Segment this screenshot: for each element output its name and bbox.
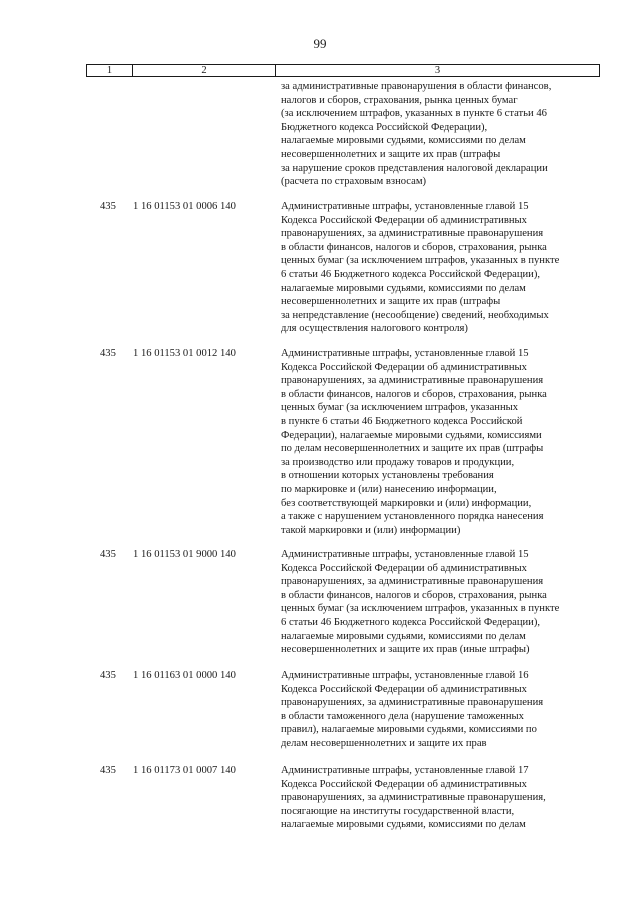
row-admin-code: 435 [100,549,116,560]
description-line: Бюджетного кодекса Российской Федерации), [281,121,488,133]
description-line: правонарушениях, за административные правонарушения [281,576,544,588]
description-line: Кодекса Российской Федерации об административных [281,778,527,790]
description-line: в области таможенного дела (нарушение таможенных [281,710,524,722]
description-line: (за исключением штрафов, указанных в пункте 6 статьи 46 [281,108,547,120]
row-description [281,347,611,537]
description-line: ценных бумаг (за исключением штрафов, указанных в пункте [281,603,560,615]
description-line: Административные штрафы, установленные главой 15 [281,201,529,212]
description-line: такой маркировки и (или) информации) [281,524,461,536]
description-line: за нарушение сроков представления налоговой декларации [281,162,548,174]
description-line: налагаемые мировыми судьями, комиссиями по делам [281,282,526,294]
description-line: правонарушениях, за административные правонарушения [281,697,544,709]
description-line: 6 статьи 46 Бюджетного кодекса Российской Федерации), [281,268,541,280]
description-line: Административные штрафы, установленные главой 16 [281,670,529,681]
description-line: правонарушениях, за административные правонарушения, [281,792,546,804]
description-line: в пункте 6 статьи 46 Бюджетного кодекса Российской [281,415,523,427]
description-line: посягающие на институты государственной власти, [281,805,515,817]
row-description [281,200,611,336]
description-line: в области финансов, налогов и сборов, страхования, рынка [281,388,547,400]
row-budget-code: 1 16 01153 01 0012 140 [133,348,236,359]
row-admin-code: 435 [100,348,116,359]
description-line: несовершеннолетних и защите их прав (иные штрафы) [281,644,530,656]
description-line: налагаемые мировыми судьями, комиссиями по делам [281,630,526,642]
description-line: за производство или продажу товаров и продукции, [281,456,515,468]
description-line: несовершеннолетних и защите их прав (штрафы [281,148,501,160]
column-header-2: 2 [133,65,276,76]
row-budget-code: 1 16 01153 01 0006 140 [133,201,236,212]
description-line: за административные правонарушения в области финансов, [281,81,552,92]
row-description [281,80,611,189]
page-number: 99 [313,36,327,51]
table-column-header [86,64,600,77]
description-line: несовершеннолетних и защите их прав (штрафы [281,296,501,308]
description-line: Административные штрафы, установленные главой 17 [281,765,529,776]
description-line: налагаемые мировыми судьями, комиссиями по делам [281,819,526,831]
description-line: Кодекса Российской Федерации об административных [281,562,527,574]
description-line: правонарушениях, за административные правонарушения [281,375,544,387]
row-admin-code: 435 [100,670,116,681]
row-budget-code: 1 16 01153 01 9000 140 [133,549,236,560]
description-line: по делам несовершеннолетних и защите их прав (штрафы [281,443,544,455]
description-line: ценных бумаг (за исключением штрафов, указанных [281,402,519,414]
description-line: Административные штрафы, установленные главой 15 [281,348,529,359]
description-line: Кодекса Российской Федерации об административных [281,214,527,226]
description-line: в области финансов, налогов и сборов, страхования, рынка [281,589,547,601]
row-description [281,669,611,751]
row-description [281,764,611,832]
column-header-1: 1 [87,65,133,76]
row-admin-code: 435 [100,765,116,776]
description-line: в области финансов, налогов и сборов, страхования, рынка [281,241,547,253]
row-budget-code: 1 16 01173 01 0007 140 [133,765,236,776]
description-line: Кодекса Российской Федерации об административных [281,683,527,695]
row-budget-code: 1 16 01163 01 0000 140 [133,670,236,681]
description-line: делам несовершеннолетних и защите их прав [281,737,487,749]
description-line: правонарушениях, за административные правонарушения [281,228,544,240]
description-line: за непредставление (несообщение) сведений, необходимых [281,309,549,321]
description-line: 6 статьи 46 Бюджетного кодекса Российской Федерации), [281,616,541,628]
description-line: (расчета по страховым взносам) [281,176,427,188]
description-line: а также с нарушением установленного порядка нанесения [281,511,544,523]
description-line: для осуществления налогового контроля) [281,323,468,335]
description-line: по маркировке и (или) нанесению информации, [281,483,497,495]
description-line: без соответствующей маркировки и (или) информации, [281,497,532,509]
description-line: правил), налагаемые мировыми судьями, комиссиями по [281,724,537,736]
description-line: Кодекса Российской Федерации об административных [281,361,527,373]
description-line: Административные штрафы, установленные главой 15 [281,549,529,560]
description-line: налогов и сборов, страхования, рынка ценных бумаг [281,94,518,106]
description-line: в отношении которых установлены требования [281,470,494,482]
row-admin-code: 435 [100,201,116,212]
column-header-3: 3 [434,65,441,76]
description-line: Федерации), налагаемые мировыми судьями, комиссиями [281,429,542,441]
row-description [281,548,611,657]
description-line: ценных бумаг (за исключением штрафов, указанных в пункте [281,255,560,267]
description-line: налагаемые мировыми судьями, комиссиями по делам [281,135,526,147]
